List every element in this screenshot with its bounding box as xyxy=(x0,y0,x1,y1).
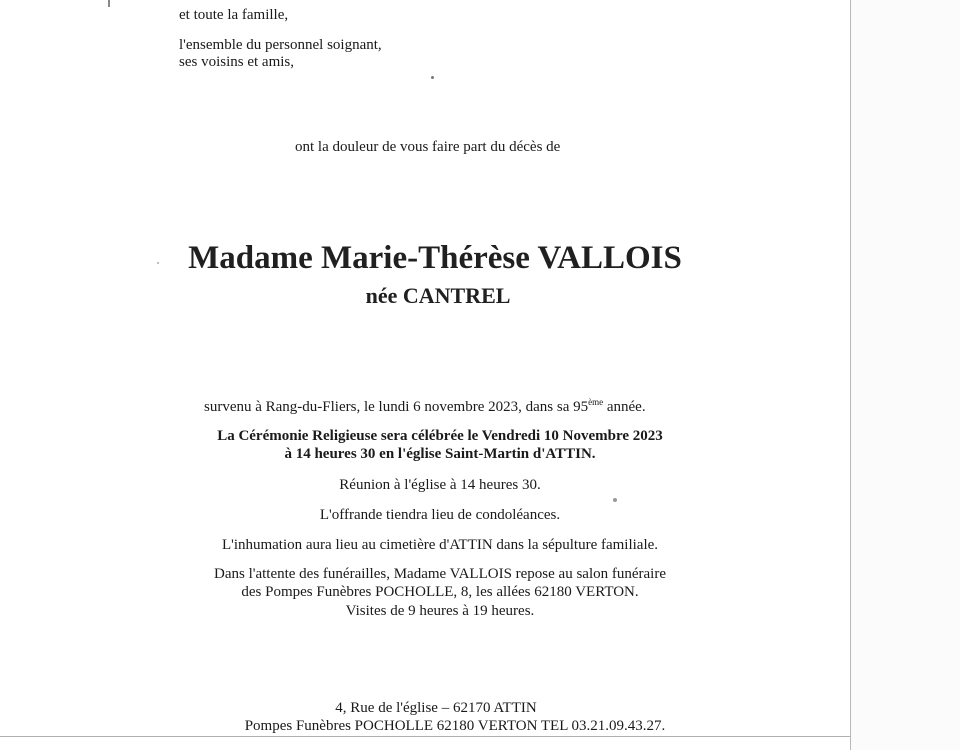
scan-speck xyxy=(431,76,434,79)
scan-edge-mark xyxy=(108,0,110,7)
footer-funeral-home: Pompes Funèbres POCHOLLE 62180 VERTON TEL 03.21.09.43.27. xyxy=(244,718,666,734)
death-notice-end: année. xyxy=(603,399,646,415)
wake-line-1: Dans l'attente des funérailles, Madame VALLOIS repose au salon funéraire xyxy=(214,566,666,582)
ceremony-line-2: à 14 heures 30 en l'église Saint-Martin d'ATTIN. xyxy=(284,446,596,462)
maiden-name: née CANTREL xyxy=(365,283,511,308)
offering-text: L'offrande tiendra lieu de condoléances. xyxy=(319,507,561,523)
footer-address: 4, Rue de l'église – 62170 ATTIN xyxy=(335,700,537,716)
ordinal-suffix: ème xyxy=(588,397,604,407)
family-line-3: ses voisins et amis, xyxy=(179,54,294,70)
scan-margin xyxy=(851,0,960,750)
deceased-name: Madame Marie-Thérèse VALLOIS xyxy=(188,240,682,276)
family-line-2: l'ensemble du personnel soignant, xyxy=(179,37,382,53)
death-notice xyxy=(204,398,646,416)
ceremony-line-1: La Cérémonie Religieuse sera célébrée le Vendredi 10 Novembre 2023 xyxy=(217,428,663,444)
wake-line-2: des Pompes Funèbres POCHOLLE, 8, les allées 62180 VERTON. xyxy=(241,584,639,600)
scan-speck xyxy=(613,498,617,502)
reunion-text: Réunion à l'église à 14 heures 30. xyxy=(339,477,541,493)
announcement-text: ont la douleur de vous faire part du décès de xyxy=(295,139,561,155)
death-notice-text: survenu à Rang-du-Fliers, le lundi 6 novembre 2023, dans sa 95 xyxy=(204,399,589,415)
family-line-1: et toute la famille, xyxy=(179,7,289,23)
burial-text: L'inhumation aura lieu au cimetière d'ATTIN dans la sépulture familiale. xyxy=(221,537,659,553)
wake-line-3: Visites de 9 heures à 19 heures. xyxy=(345,603,535,619)
footer-rule xyxy=(0,736,850,737)
